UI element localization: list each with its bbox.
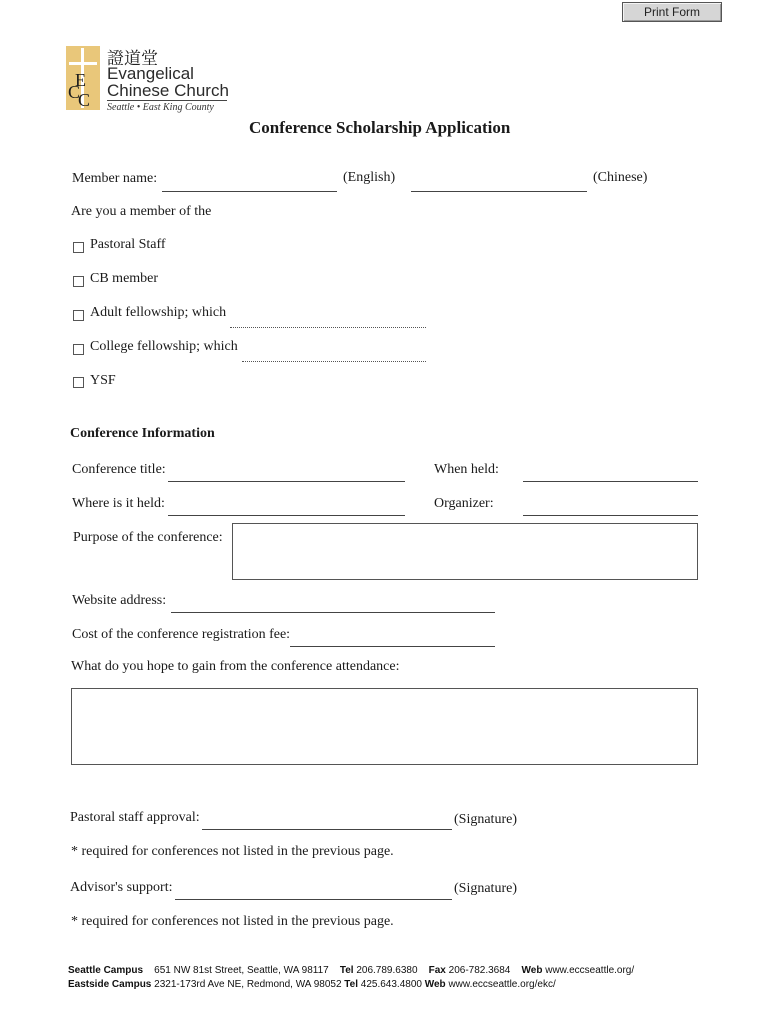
advisor-support-label: Advisor's support: (70, 880, 173, 895)
eastside-web-link[interactable]: www.eccseattle.org/ekc/ (448, 979, 556, 990)
adult-fellowship-label: Adult fellowship; which (90, 305, 227, 320)
eastside-web-label: Web (424, 979, 446, 990)
pastoral-signature-label: (Signature) (454, 812, 517, 827)
purpose-textarea[interactable] (232, 523, 698, 580)
cb-member-label: CB member (90, 271, 159, 286)
svg-text:C: C (68, 82, 81, 102)
conference-title-field[interactable] (168, 481, 405, 482)
purpose-label: Purpose of the conference: (73, 530, 223, 545)
cost-label: Cost of the conference registration fee: (72, 627, 291, 642)
logo-divider (107, 100, 227, 101)
ecc-monogram-icon (66, 46, 100, 110)
ysf-label: YSF (90, 373, 116, 388)
seattle-address: 651 NW 81st Street, Seattle, WA 98117 (154, 965, 329, 976)
form-title: Conference Scholarship Application (249, 118, 511, 137)
church-logo (66, 46, 231, 118)
logo-subtitle: Seattle • East King County (107, 102, 214, 113)
advisor-required-note: * required for conferences not listed in the previous page. (71, 914, 394, 929)
college-fellowship-checkbox[interactable] (73, 344, 84, 355)
seattle-tel: 206.789.6380 (356, 965, 418, 976)
footer-eastside (68, 979, 556, 990)
seattle-fax: 206-782.3684 (448, 965, 511, 976)
member-question: Are you a member of the (71, 204, 212, 219)
member-name-chinese-field[interactable] (411, 191, 587, 192)
organizer-label: Organizer: (434, 496, 494, 511)
adult-fellowship-checkbox[interactable] (73, 310, 84, 321)
ysf-checkbox[interactable] (73, 377, 84, 388)
when-held-field[interactable] (523, 481, 698, 482)
website-field[interactable] (171, 612, 495, 613)
member-name-label: Member name: (72, 171, 158, 186)
member-name-english-field[interactable] (162, 191, 337, 192)
logo-name-line2: Chinese Church (107, 81, 229, 100)
conference-info-heading: Conference Information (70, 426, 215, 441)
college-fellowship-which-field[interactable] (242, 361, 426, 362)
print-form-button[interactable]: Print Form (622, 2, 722, 22)
where-held-label: Where is it held: (72, 496, 165, 511)
where-held-field[interactable] (168, 515, 405, 516)
svg-text:C: C (78, 90, 91, 110)
seattle-web-link[interactable]: www.eccseattle.org/ (545, 965, 635, 976)
footer-seattle (68, 965, 634, 976)
college-fellowship-label: College fellowship; which (90, 339, 238, 354)
advisor-signature-field[interactable] (175, 899, 452, 900)
seattle-web-label: Web (521, 965, 543, 976)
pastoral-approval-label: Pastoral staff approval: (70, 810, 200, 825)
website-label: Website address: (72, 593, 167, 608)
pastoral-signature-field[interactable] (202, 829, 452, 830)
cost-field[interactable] (290, 646, 495, 647)
logo-name-line1: Evangelical (107, 64, 194, 83)
seattle-campus-label: Seattle Campus (68, 965, 144, 976)
english-label: (English) (343, 170, 396, 185)
seattle-fax-label: Fax (428, 965, 446, 976)
conference-title-label: Conference title: (72, 462, 166, 477)
eastside-tel-label: Tel (344, 979, 358, 990)
when-held-label: When held: (434, 462, 499, 477)
eastside-address: 2321-173rd Ave NE, Redmond, WA 98052 (154, 979, 342, 990)
chinese-label: (Chinese) (593, 170, 648, 185)
pastoral-staff-checkbox[interactable] (73, 242, 84, 253)
advisor-signature-label: (Signature) (454, 881, 517, 896)
svg-text:E: E (75, 70, 86, 90)
hope-label: What do you hope to gain from the conference attendance: (71, 659, 400, 674)
cb-member-checkbox[interactable] (73, 276, 84, 287)
pastoral-staff-label: Pastoral Staff (90, 237, 166, 252)
organizer-field[interactable] (523, 515, 698, 516)
pastoral-required-note: * required for conferences not listed in the previous page. (71, 844, 394, 859)
eastside-campus-label: Eastside Campus (68, 979, 152, 990)
logo-chinese-name: 證道堂 (107, 49, 158, 69)
seattle-tel-label: Tel (339, 965, 354, 976)
hope-textarea[interactable] (71, 688, 698, 765)
adult-fellowship-which-field[interactable] (230, 327, 426, 328)
eastside-tel: 425.643.4800 (360, 979, 422, 990)
